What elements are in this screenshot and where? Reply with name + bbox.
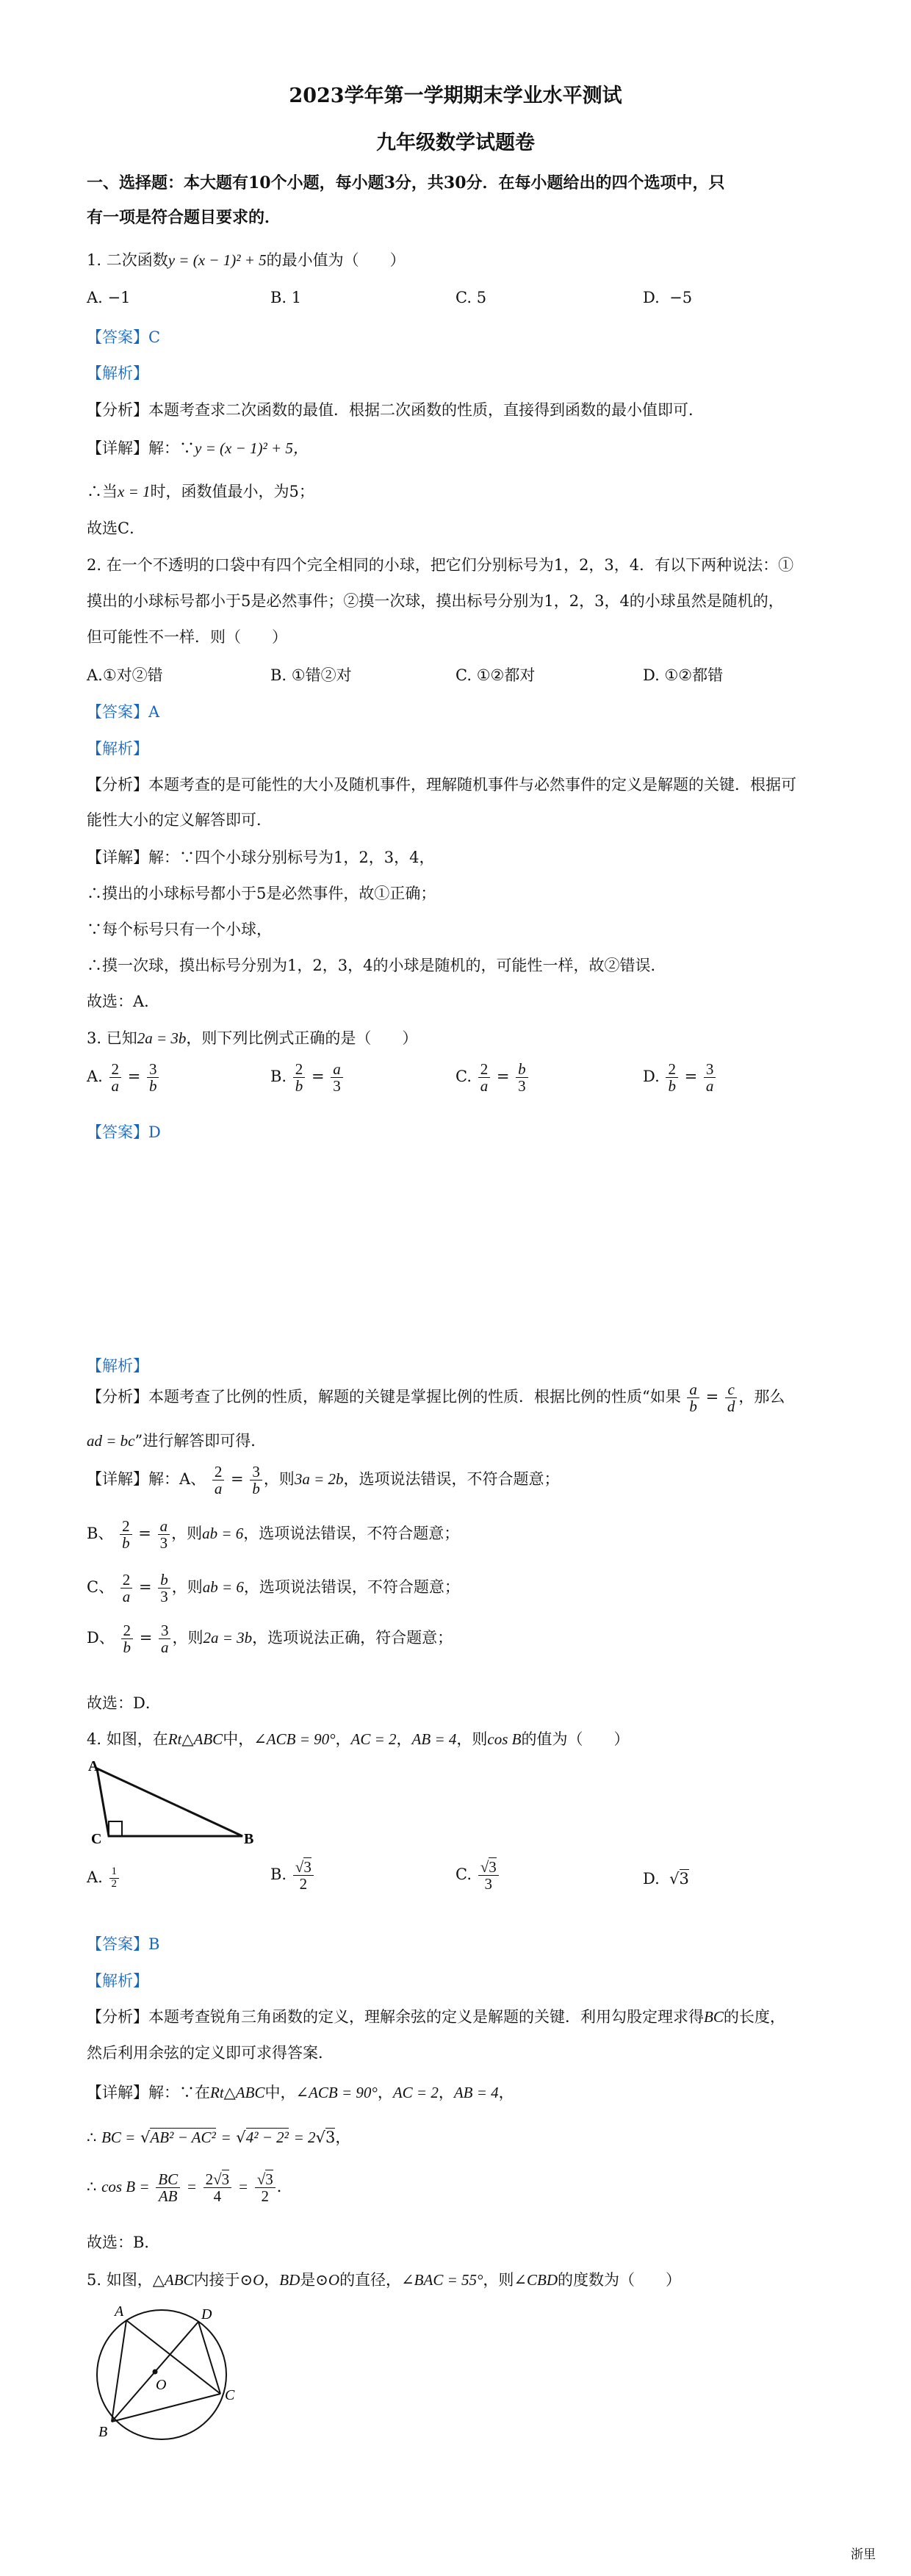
q5-stem: 5. 如图，△ABC内接于⊙O，BD是⊙O的直径，∠BAC = 55°，则∠CBD的度数为（ ） xyxy=(87,2271,681,2289)
q2-detail-2: ∴摸出的小球标号都小于5是必然事件，故①正确； xyxy=(87,885,436,902)
q2-stem-2: 摸出的小球标号都小于5是必然事件；②摸一次球，摸出标号分别为1，2，3，4的小球虽然是随机的， xyxy=(87,592,784,610)
q3-stem: 3. 已知2a = 3b，则下列比例式正确的是（ ） xyxy=(87,1029,418,1047)
q3-analysis-tag: 【解析】 xyxy=(87,1357,148,1375)
q4-option-b: B. $\frac{√3}{2}$ xyxy=(270,1859,315,1892)
q3-detail-a: 【详解】解：A、 $\frac{2}{a}$ = $\frac{3}{b}$ ，则3a = 2b，选项说法错误，不符合题意； xyxy=(87,1463,560,1498)
q2-detail-3: ∵每个标号只有一个小球， xyxy=(87,921,272,938)
label-b: B xyxy=(244,1831,254,1847)
q1-answer: 【答案】C xyxy=(87,328,161,346)
q3-option-c: C. $\frac{2}{a}$ = $\frac{b}{3}$ xyxy=(455,1061,530,1094)
q4-bc-computation: ∴ BC = √AB² − AC² = √4² − 2² = 2√3， xyxy=(87,2129,351,2146)
q4-option-c: C. $\frac{√3}{3}$ xyxy=(455,1859,500,1892)
right-angle-marker xyxy=(109,1821,122,1836)
q2-stem-3: 但可能性不一样．则（ ） xyxy=(87,628,287,646)
q1-choose: 故选C． xyxy=(87,519,145,537)
q4-option-d: D. √3 xyxy=(643,1870,689,1888)
q1-option-a: A. −1 xyxy=(87,289,131,306)
q1-option-c: C. 5 xyxy=(455,289,487,306)
q1-stem-pre: 1. 二次函数 xyxy=(87,251,168,269)
q4-triangle-figure xyxy=(87,1760,256,1848)
q1-option-d: D. −5 xyxy=(643,289,693,306)
triangle-abc xyxy=(97,1769,242,1836)
q2-option-b: B. ①错②对 xyxy=(270,666,352,684)
q2-option-a: A.①对②错 xyxy=(87,666,163,684)
label-d: D xyxy=(201,2306,212,2323)
q2-choose: 故选：A． xyxy=(87,993,160,1010)
q2-detail-1: 【详解】解：∵四个小球分别标号为1，2，3，4， xyxy=(87,849,435,866)
q2-analysis-1: 【分析】本题考查的是可能性的大小及随机事件，理解随机事件与必然事件的定义是解题的关键．根据可 xyxy=(87,776,796,794)
page-subtitle: 九年级数学试题卷 xyxy=(376,132,535,154)
q3-option-d: D. $\frac{2}{b}$ = $\frac{3}{a}$ xyxy=(643,1061,717,1094)
q1-analysis: 【分析】本题考查求二次函数的最值．根据二次函数的性质，直接得到函数的最小值即可． xyxy=(87,401,704,419)
label-a: A xyxy=(88,1760,99,1774)
q5-circle-figure xyxy=(81,2292,250,2447)
page-title: 2023学年第一学期期末学业水平测试 xyxy=(289,84,622,107)
footer-watermark: 浙里 xyxy=(851,2547,876,2562)
q2-detail-4: ∴摸一次球，摸出标号分别为1，2，3，4的小球是随机的，可能性一样，故②错误． xyxy=(87,957,666,974)
q4-option-a: A. $\frac{1}{2}$ xyxy=(87,1866,120,1890)
q2-analysis-tag: 【解析】 xyxy=(87,740,148,758)
label-c: C xyxy=(225,2387,235,2403)
q4-cos-computation: ∴ cos B = $\frac{BC}{AB}$ = $\frac{2√3}{4}$ = $\frac{√3}{2}$ ． xyxy=(87,2170,292,2206)
q2-option-d: D. ①②都错 xyxy=(643,666,724,684)
q4-answer: 【答案】B xyxy=(87,1935,160,1953)
q2-answer: 【答案】A xyxy=(87,703,160,721)
section-heading-line2: 有一项是符合题目要求的． xyxy=(87,208,281,227)
segment-ac xyxy=(126,2320,220,2394)
q3-answer: 【答案】D xyxy=(87,1123,161,1141)
q3-detail-c: C、 $\frac{2}{a}$ = $\frac{b}{3}$ ，则ab = 6，选项说法错误，不符合题意； xyxy=(87,1571,460,1606)
q1-function: y = (x − 1)² + 5 xyxy=(168,251,267,269)
q3-analysis-2: ad = bc”进行解答即可得． xyxy=(87,1432,267,1450)
label-b: B xyxy=(98,2424,108,2440)
q3-analysis-1: 【分析】本题考查了比例的性质，解题的关键是掌握比例的性质．根据比例的性质“如果 $\frac{a}{b}$ = $\frac{c}{d}$ ，那么 xyxy=(87,1381,785,1416)
segment-dc xyxy=(198,2322,220,2394)
label-c: C xyxy=(91,1831,102,1847)
q3-detail-b: B、 $\frac{2}{b}$ = $\frac{a}{3}$ ，则ab = 6，选项说法错误，不符合题意； xyxy=(87,1517,460,1553)
q3-option-a: A. $\frac{2}{a}$ = $\frac{3}{b}$ xyxy=(87,1061,160,1094)
q2-analysis-2: 能性大小的定义解答即可． xyxy=(87,811,272,829)
center-o-dot xyxy=(153,2370,158,2375)
q1-detail: 【详解】解：∵y = (x − 1)² + 5， xyxy=(87,439,309,457)
section-heading-line1: 一、选择题：本大题有10个小题，每小题3分，共30分．在每小题给出的四个选项中，只 xyxy=(87,173,725,193)
q4-stem: 4. 如图，在Rt△ABC中，∠ACB = 90°，AC = 2，AB = 4，则cos B的值为（ ） xyxy=(87,1730,630,1748)
q3-detail-d: D、 $\frac{2}{b}$ = $\frac{3}{a}$ ，则2a = 3b，选项说法正确，符合题意； xyxy=(87,1622,453,1657)
segment-bc xyxy=(112,2394,220,2422)
q1-stem-post: 的最小值为（ ） xyxy=(266,251,406,269)
q2-option-c: C. ①②都对 xyxy=(455,666,536,684)
q1-conclusion: ∴当x = 1时，函数值最小，为5； xyxy=(87,483,314,500)
label-o: O xyxy=(156,2377,167,2393)
q3-option-b: B. $\frac{2}{b}$ = $\frac{a}{3}$ xyxy=(270,1061,345,1094)
q4-analysis-tag: 【解析】 xyxy=(87,1972,148,1990)
q1-option-b: B. 1 xyxy=(270,289,302,306)
q2-stem-1: 2. 在一个不透明的口袋中有四个完全相同的小球，把它们分别标号为1，2，3，4．有以下两种说法：① xyxy=(87,556,794,574)
q4-analysis-2: 然后利用余弦的定义即可求得答案． xyxy=(87,2044,334,2062)
q4-detail: 【详解】解：∵在Rt△ABC中，∠ACB = 90°，AC = 2，AB = 4， xyxy=(87,2084,514,2101)
q4-analysis-1: 【分析】本题考查锐角三角函数的定义，理解余弦的定义是解题的关键．利用勾股定理求得BC的长度， xyxy=(87,2008,785,2026)
q3-choose: 故选：D． xyxy=(87,1694,161,1712)
q1-analysis-tag: 【解析】 xyxy=(87,364,148,382)
q4-choose: 故选：B． xyxy=(87,2234,160,2251)
q1-stem xyxy=(87,248,406,270)
label-a: A xyxy=(115,2303,124,2320)
